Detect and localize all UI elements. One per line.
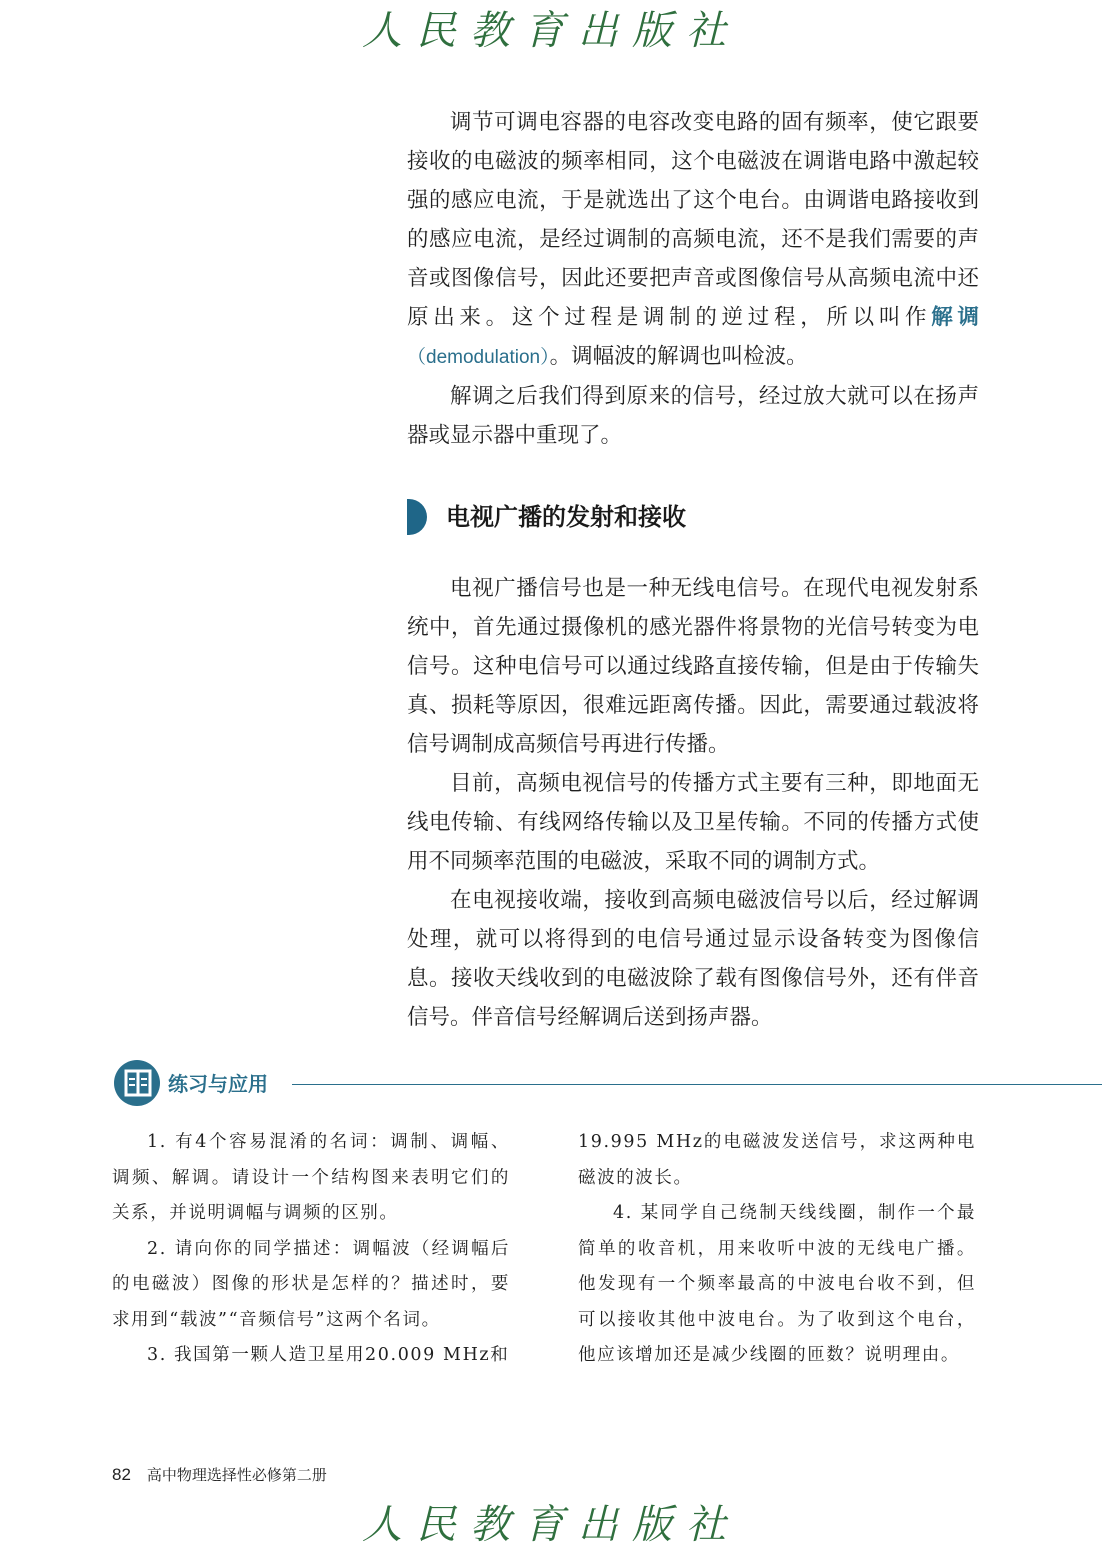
exercise-item-1: 1. 有4个容易混淆的名词：调制、调幅、调频、解调。请设计一个结构图来表明它们的关系，并说明调幅与调频的区别。	[112, 1132, 510, 1223]
exercises-column-right	[578, 1125, 976, 1374]
exercise-item-4: 4. 某同学自己绕制天线线圈，制作一个最简单的收音机，用来收听中波的无线电广播。他发现有一个频率最高的中波电台收不到，但可以接收其他中波电台。为了收到这个电台，他应该增加还是减少线圈的匝数？说明理由。	[578, 1203, 976, 1365]
term-demodulation: 解调	[931, 305, 979, 330]
paragraph: 解调之后我们得到原来的信号，经过放大就可以在扬声器或显示器中重现了。	[407, 384, 979, 448]
body-text-top	[407, 103, 979, 455]
term-demodulation-english: （demodulation）	[407, 347, 550, 368]
exercises-title: 练习与应用	[168, 1072, 268, 1096]
exercise-item-3: 3. 我国第一颗人造卫星用20.009 MHz和	[147, 1345, 510, 1365]
exercise-book-icon	[114, 1060, 160, 1106]
section-marker	[407, 499, 427, 535]
paragraph: 在电视接收端，接收到高频电磁波信号以后，经过解调处理，就可以将得到的电信号通过显示设备转变为图像信息。接收天线收到的电磁波除了载有图像信号外，还有伴音信号。伴音信号经解调后送到扬声器。	[407, 888, 979, 1030]
exercise-item-2: 2. 请向你的同学描述：调幅波（经调幅后的电磁波）图像的形状是怎样的？描述时，要求用到“载波”“音频信号”这两个名词。	[112, 1238, 510, 1330]
book-title: 高中物理选择性必修第二册	[146, 1466, 327, 1484]
section-title: 电视广播的发射和接收	[446, 503, 686, 531]
page-footer	[112, 1463, 327, 1487]
page-number: 82	[112, 1465, 131, 1484]
body-text-section	[407, 569, 979, 1037]
publisher-logo-top: 人民教育出版社	[362, 8, 740, 54]
publisher-logo-bottom: 人民教育出版社	[362, 1502, 740, 1548]
paragraph: 调节可调电容器的电容改变电路的固有频率，使它跟要接收的电磁波的频率相同，这个电磁波在调谐电路中激起较强的感应电流，于是就选出了这个电台。由调谐电路接收到的感应电流，是经过调制的高频电流，还不是我们需要的声音或图像信号，因此还要把声音或图像信号从高频电流中还原出来。这个过程是调制的逆过程，所以叫作解调（demodulation）。调幅波的解调也叫检波。	[407, 110, 979, 369]
exercises-divider	[292, 1084, 1102, 1085]
paragraph: 目前，高频电视信号的传播方式主要有三种，即地面无线电传输、有线网络传输以及卫星传输。不同的传播方式使用不同频率范围的电磁波，采取不同的调制方式。	[407, 771, 979, 874]
exercise-item-3-continued: 19.995 MHz的电磁波发送信号，求这两种电磁波的波长。	[578, 1132, 976, 1188]
paragraph: 电视广播信号也是一种无线电信号。在现代电视发射系统中，首先通过摄像机的感光器件将景物的光信号转变为电信号。这种电信号可以通过线路直接传输，但是由于传输失真、损耗等原因，很难远距离传播。因此，需要通过载波将信号调制成高频信号再进行传播。	[407, 576, 979, 757]
exercises-column-left	[112, 1125, 510, 1374]
